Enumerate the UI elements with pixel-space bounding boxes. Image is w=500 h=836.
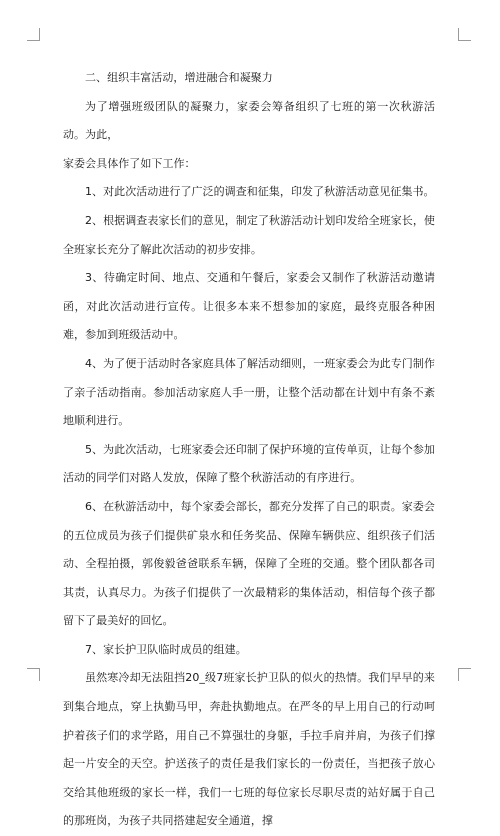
paragraph-intro: 为了增强班级团队的凝聚力，家委会筹备组织了七班的第一次秋游活动。为此， [63,99,435,142]
crop-mark-top-left [27,28,40,41]
crop-mark-bottom-right [458,668,471,681]
document-body [63,64,435,836]
crop-mark-top-right [458,28,471,41]
paragraph-item-4: 4、为了便于活动时各家庭具体了解活动细则，一班家委会为此专门制作了亲子活动指南。参加活动家庭人手一册，让整个活动都在计划中有条不紊地顺利进行。 [63,356,435,428]
section-heading: 二、组织丰富活动，增进融合和凝聚力 [85,71,273,84]
paragraph-patrol: 虽然寒冷却无法阻挡20_级7班家长护卫队的似火的热情。我们早早的来到集合地点，穿上执勤马甲，奔赴执勤地点。在严冬的早上用自己的行动呵护着孩子们的求学路，用自己不算强壮的身躯，手拉手肩并肩，为孩子们撑起一片安全的天空。护送孩子的责任是我们家长的一份责任，当把孩子放心交给其他班级的家长一样，我们一七班的每位家长尽职尽责的站好属于自己的那班岗，为孩子共同搭建起安全通道，撑 [63,671,435,828]
paragraph-item-7: 7、家长护卫队临时成员的组建。 [85,642,247,656]
paragraph-item-6: 6、在秋游活动中，每个家委会部长，都充分发挥了自己的职责。家委会的五位成员为孩子们提供矿泉水和任务奖品、保障车辆供应、组织孩子们活动、全程拍摄，郭俊毅爸爸联系车辆，保障了全班的交通。整个团队都各司其责，认真尽力。为孩子们提供了一次最精彩的集体活动，相信每个孩子都留下了最美好的回忆。 [63,499,435,628]
paragraph-item-2: 2、根据调查表家长们的意见，制定了秋游活动计划印发给全班家长，使全班家长充分了解此次活动的初步安排。 [63,213,435,256]
crop-mark-bottom-left [27,668,40,681]
paragraph-intro-continued: 家委会具体作了如下工作： [63,156,196,170]
paragraph-item-5: 5、为此次活动，七班家委会还印制了保护环境的宣传单页，让每个参加活动的同学们对路人发放，保障了整个秋游活动的有序进行。 [63,442,435,485]
paragraph-item-3: 3、待确定时间、地点、交通和午餐后，家委会又制作了秋游活动邀请函，对此次活动进行宣传。让很多本来不想参加的家庭，最终克服各种困难，参加到班级活动中。 [63,271,435,342]
paragraph-item-1: 1、对此次活动进行了广泛的调查和征集，印发了秋游活动意见征集书。 [85,185,435,199]
